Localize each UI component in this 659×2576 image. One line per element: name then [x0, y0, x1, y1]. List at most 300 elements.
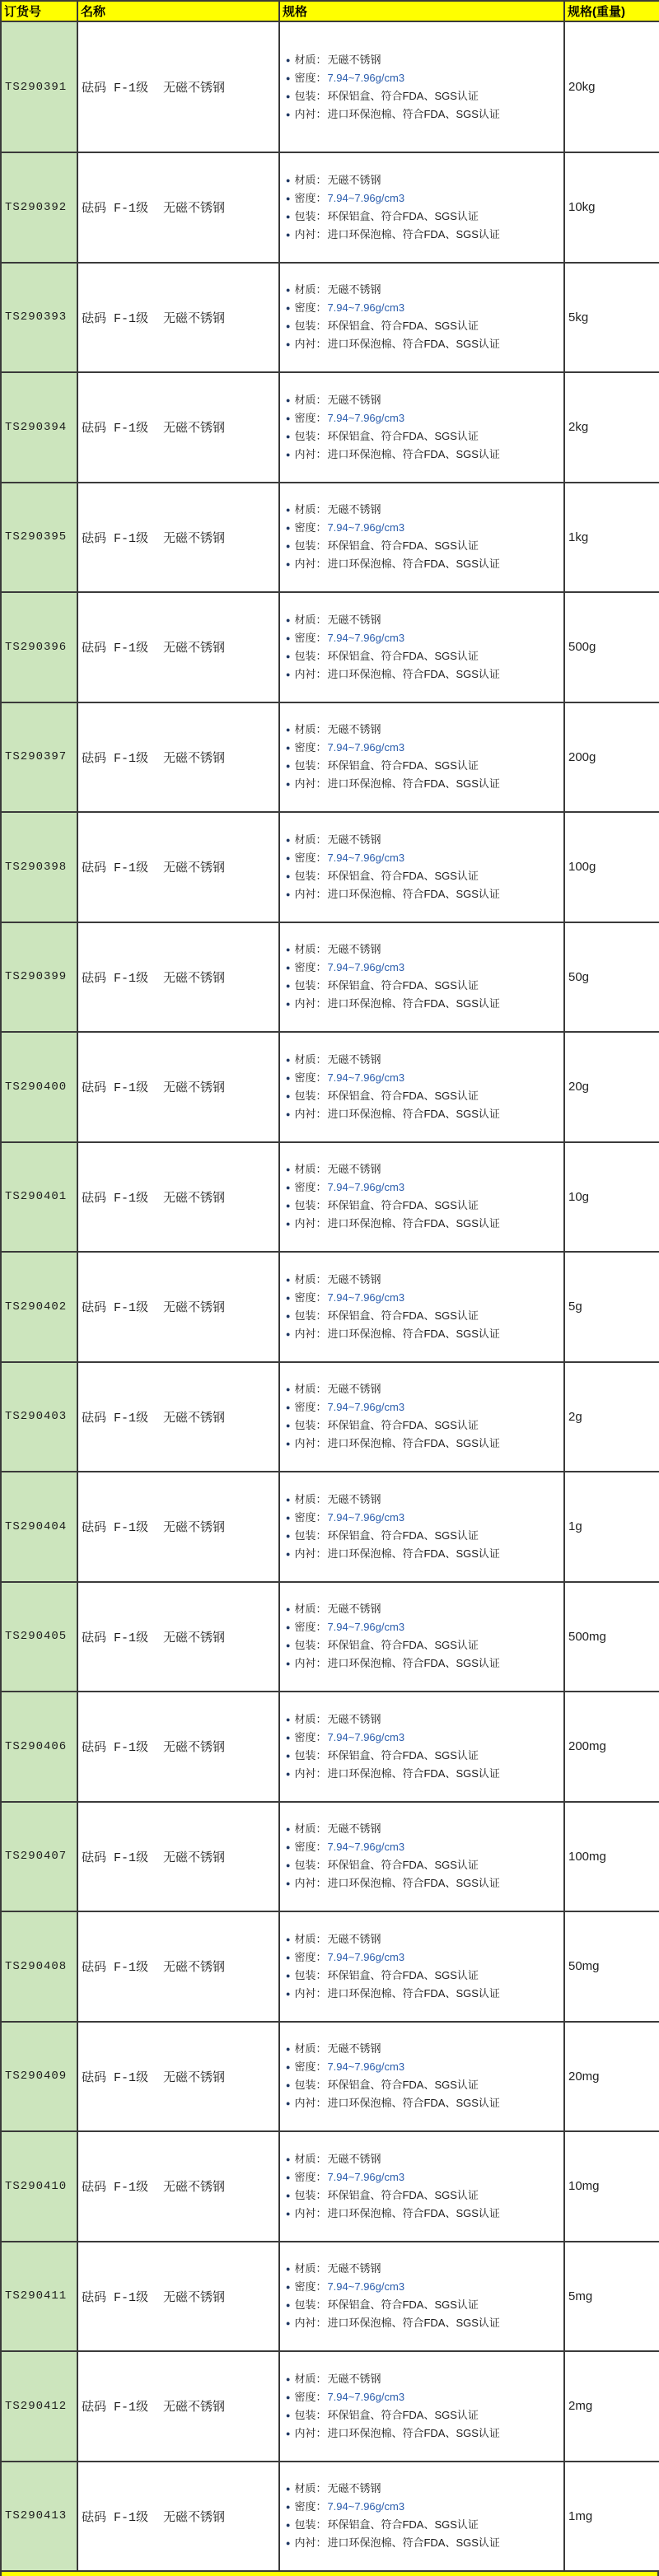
spec-line [286, 1105, 563, 1123]
spec-line [286, 629, 563, 647]
spec-cell [279, 263, 564, 373]
spec-value: 7.94~7.96g/cm3 [327, 2500, 405, 2513]
spec-value: 7.94~7.96g/cm3 [327, 1730, 405, 1743]
spec-value: 7.94~7.96g/cm3 [327, 2170, 405, 2183]
product-name-cell: 砝码 F-1级 无磁不锈钢 [77, 592, 279, 702]
spec-line [286, 1289, 563, 1307]
spec-value: 无磁不锈钢 [327, 393, 381, 406]
bullet-icon: ● [286, 1091, 291, 1100]
order-number-cell: TS290410 [1, 2131, 77, 2242]
weight-cell: 5g [564, 1252, 659, 1362]
table-row [1, 1142, 659, 1253]
bullet-icon: ● [286, 780, 291, 789]
spec-line [286, 1838, 563, 1856]
bullet-icon: ● [286, 964, 291, 973]
spec-line [286, 555, 563, 573]
spec-line [286, 391, 563, 409]
bullet-icon: ● [286, 1825, 291, 1834]
order-number-cell: TS290403 [1, 1362, 77, 1472]
bullet-icon: ● [286, 2081, 291, 2090]
product-name-cell: 砝码 F-1级 无磁不锈钢 [77, 1362, 279, 1472]
spec-value: 7.94~7.96g/cm3 [327, 2390, 405, 2403]
product-name-cell: 砝码 F-1级 无磁不锈钢 [77, 1582, 279, 1692]
weight-cell: 1mg [564, 2462, 659, 2572]
spec-value: 7.94~7.96g/cm3 [327, 1071, 405, 1084]
table-row [1, 812, 659, 922]
spec-cell [279, 1472, 564, 1582]
spec-list [286, 1271, 563, 1343]
spec-value: 无磁不锈钢 [327, 503, 381, 516]
table-row [1, 2242, 659, 2352]
spec-list [286, 1491, 563, 1563]
table-row [1, 21, 659, 152]
bullet-icon: ● [286, 2172, 291, 2182]
product-name-cell: 砝码 F-1级 无磁不锈钢 [77, 1252, 279, 1362]
spec-line [286, 501, 563, 519]
spec-label: 包装： [294, 1859, 327, 1872]
product-name-cell: 砝码 F-1级 无磁不锈钢 [77, 2351, 279, 2462]
table-row [1, 1911, 659, 2022]
spec-label: 内衬： [294, 1437, 327, 1450]
spec-label: 材质： [294, 833, 327, 846]
weight-cell: 100mg [564, 1802, 659, 1912]
spec-line [286, 1948, 563, 1967]
spec-label: 内衬： [294, 107, 327, 120]
spec-list [286, 1051, 563, 1123]
spec-value: 7.94~7.96g/cm3 [327, 411, 405, 424]
spec-line [286, 977, 563, 995]
bullet-icon: ● [286, 230, 291, 239]
product-name-cell: 砝码 F-1级 无磁不锈钢 [77, 263, 279, 373]
spec-value: 7.94~7.96g/cm3 [327, 1401, 405, 1414]
spec-line [286, 1636, 563, 1654]
weight-cell: 10kg [564, 152, 659, 263]
spec-value: 7.94~7.96g/cm3 [327, 71, 405, 84]
spec-label: 密度： [294, 1071, 327, 1084]
spec-line [286, 1765, 563, 1783]
spec-line [286, 1307, 563, 1325]
header-weight: 规格(重量) [564, 1, 659, 21]
spec-value: 环保铝盒、符合FDA、SGS认证 [327, 1859, 479, 1872]
spec-value: 无磁不锈钢 [327, 1492, 381, 1505]
spec-line [286, 208, 563, 226]
spec-cell [279, 1692, 564, 1802]
bullet-icon: ● [286, 286, 291, 295]
weight-cell: 500g [564, 592, 659, 702]
table-row [1, 922, 659, 1033]
order-number-cell: TS290406 [1, 1692, 77, 1802]
spec-line [286, 2370, 563, 2388]
weight-cell: 200mg [564, 1692, 659, 1802]
spec-list [286, 1820, 563, 1892]
spec-label: 密度： [294, 1621, 327, 1634]
bullet-icon: ● [286, 889, 291, 898]
spec-label: 内衬： [294, 1657, 327, 1670]
spec-label: 包装： [294, 1199, 327, 1212]
spec-label: 内衬： [294, 2426, 327, 2439]
spec-label: 内衬： [294, 1327, 327, 1340]
bullet-icon: ● [286, 633, 291, 642]
weight-cell: 20kg [564, 21, 659, 152]
spec-line [286, 757, 563, 775]
spec-label: 内衬： [294, 2206, 327, 2219]
bullet-icon: ● [286, 304, 291, 313]
spec-value: 环保铝盒、符合FDA、SGS认证 [327, 1199, 479, 1212]
spec-line [286, 226, 563, 244]
spec-label: 密度： [294, 301, 327, 315]
spec-value: 无磁不锈钢 [327, 2152, 381, 2165]
spec-cell [279, 2351, 564, 2462]
spec-value: 7.94~7.96g/cm3 [327, 741, 405, 754]
spec-value: 无磁不锈钢 [327, 1383, 381, 1396]
spec-label: 材质： [294, 173, 327, 186]
bullet-icon: ● [286, 744, 291, 753]
bullet-icon: ● [286, 1220, 291, 1229]
table-row [1, 1362, 659, 1472]
spec-line [286, 299, 563, 317]
spec-line [286, 1325, 563, 1343]
spec-value: 进口环保泡棉、符合FDA、SGS认证 [327, 2426, 500, 2439]
spec-value: 环保铝盒、符合FDA、SGS认证 [327, 1528, 479, 1542]
spec-label: 包装： [294, 320, 327, 333]
spec-value: 7.94~7.96g/cm3 [327, 1621, 405, 1634]
spec-line [286, 69, 563, 87]
spec-label: 内衬： [294, 1986, 327, 2000]
spec-line [286, 51, 563, 69]
bullet-icon: ● [286, 2154, 291, 2163]
spec-line [286, 1069, 563, 1087]
spec-label: 材质： [294, 2042, 327, 2056]
spec-value: 无磁不锈钢 [327, 173, 381, 186]
bullet-icon: ● [286, 1440, 291, 1449]
spec-label: 材质： [294, 393, 327, 406]
spec-cell [279, 2242, 564, 2352]
product-name-cell: 砝码 F-1级 无磁不锈钢 [77, 152, 279, 263]
bullet-icon: ● [286, 762, 291, 771]
spec-line [286, 1856, 563, 1874]
bullet-icon: ● [286, 2283, 291, 2292]
spec-line [286, 1491, 563, 1509]
spec-label: 包装： [294, 869, 327, 882]
product-name-cell: 砝码 F-1级 无磁不锈钢 [77, 1692, 279, 1802]
spec-value: 无磁不锈钢 [327, 1603, 381, 1616]
spec-list [286, 1600, 563, 1673]
product-name-cell: 砝码 F-1级 无磁不锈钢 [77, 1802, 279, 1912]
spec-line [286, 2296, 563, 2314]
weight-cell: 2g [564, 1362, 659, 1472]
spec-line [286, 849, 563, 867]
spec-value: 进口环保泡棉、符合FDA、SGS认证 [327, 2317, 500, 2330]
spec-label: 内衬： [294, 338, 327, 351]
bullet-icon: ● [286, 2410, 291, 2420]
spec-line [286, 2186, 563, 2205]
bullet-icon: ● [286, 91, 291, 100]
spec-line [286, 940, 563, 959]
table-row [1, 2462, 659, 2572]
order-number-cell: TS290393 [1, 263, 77, 373]
spec-line [286, 831, 563, 849]
product-name-cell: 砝码 F-1级 无磁不锈钢 [77, 483, 279, 593]
spec-value: 环保铝盒、符合FDA、SGS认证 [327, 979, 479, 992]
table-row [1, 1802, 659, 1912]
spec-label: 材质： [294, 2152, 327, 2165]
bullet-icon: ● [286, 2045, 291, 2054]
spec-label: 内衬： [294, 667, 327, 680]
table-row [1, 152, 659, 263]
spec-line [286, 1435, 563, 1453]
bullet-icon: ● [286, 1751, 291, 1760]
table-row [1, 372, 659, 483]
spec-list [286, 940, 563, 1013]
spec-label: 材质： [294, 1163, 327, 1176]
spec-value: 无磁不锈钢 [327, 2262, 381, 2275]
spec-line [286, 446, 563, 464]
spec-label: 材质： [294, 723, 327, 736]
bullet-icon: ● [286, 1513, 291, 1522]
spec-value: 进口环保泡棉、符合FDA、SGS认证 [327, 107, 500, 120]
bullet-icon: ● [286, 2319, 291, 2328]
spec-line [286, 885, 563, 903]
spec-label: 材质： [294, 1383, 327, 1396]
bullet-icon: ● [286, 1329, 291, 1338]
product-name-cell: 砝码 F-1级 无磁不锈钢 [77, 922, 279, 1033]
spec-value: 7.94~7.96g/cm3 [327, 1950, 405, 1963]
table-row [1, 483, 659, 593]
order-number-cell: TS290398 [1, 812, 77, 922]
order-number-cell: TS290400 [1, 1032, 77, 1142]
spec-line [286, 519, 563, 537]
spec-value: 无磁不锈钢 [327, 1052, 381, 1066]
spec-label: 材质： [294, 2482, 327, 2495]
product-name-cell: 砝码 F-1级 无磁不锈钢 [77, 372, 279, 483]
bullet-icon: ● [286, 2209, 291, 2218]
spec-value: 无磁不锈钢 [327, 1932, 381, 1945]
spec-line [286, 171, 563, 189]
spec-value: 环保铝盒、符合FDA、SGS认证 [327, 1968, 479, 1981]
spec-label: 材质： [294, 53, 327, 66]
spec-label: 内衬： [294, 558, 327, 571]
order-number-cell: TS290404 [1, 1472, 77, 1582]
bullet-icon: ● [286, 2301, 291, 2310]
product-name-cell: 砝码 F-1级 无磁不锈钢 [77, 2462, 279, 2572]
spec-label: 密度： [294, 2170, 327, 2183]
spec-line [286, 2278, 563, 2296]
bullet-icon: ● [286, 1769, 291, 1778]
spec-label: 材质： [294, 1712, 327, 1725]
bullet-icon: ● [286, 2503, 291, 2512]
spec-label: 包装： [294, 649, 327, 662]
bullet-icon: ● [286, 1073, 291, 1082]
spec-value: 进口环保泡棉、符合FDA、SGS认证 [327, 1986, 500, 2000]
order-number-cell: TS290413 [1, 2462, 77, 2572]
bullet-icon: ● [286, 835, 291, 844]
spec-value: 无磁不锈钢 [327, 1822, 381, 1836]
table-row [1, 702, 659, 813]
table-row [1, 1032, 659, 1142]
spec-label: 内衬： [294, 1877, 327, 1890]
spec-line [286, 1729, 563, 1747]
spec-label: 材质： [294, 613, 327, 626]
spec-label: 包装： [294, 2188, 327, 2201]
table-row [1, 263, 659, 373]
spec-label: 密度： [294, 521, 327, 534]
table-row [1, 1472, 659, 1582]
spec-value: 无磁不锈钢 [327, 1163, 381, 1176]
spec-label: 材质： [294, 503, 327, 516]
spec-label: 密度： [294, 1181, 327, 1194]
spec-cell [279, 1142, 564, 1253]
product-name-cell: 砝码 F-1级 无磁不锈钢 [77, 1911, 279, 2022]
spec-value: 无磁不锈钢 [327, 833, 381, 846]
bullet-icon: ● [286, 2099, 291, 2108]
spec-value: 环保铝盒、符合FDA、SGS认证 [327, 429, 479, 442]
spec-label: 包装： [294, 429, 327, 442]
spec-label: 内衬： [294, 997, 327, 1010]
table-row [1, 1692, 659, 1802]
spec-line [286, 2260, 563, 2278]
spec-value: 无磁不锈钢 [327, 943, 381, 956]
bullet-icon: ● [286, 2191, 291, 2200]
order-number-cell: TS290397 [1, 702, 77, 813]
spec-line [286, 1527, 563, 1545]
spec-label: 包装： [294, 1528, 327, 1542]
spec-list [286, 2370, 563, 2443]
spec-line [286, 1271, 563, 1289]
product-name-cell: 砝码 F-1级 无磁不锈钢 [77, 1142, 279, 1253]
bullet-icon: ● [286, 194, 291, 203]
weight-cell: 10g [564, 1142, 659, 1253]
spec-value: 7.94~7.96g/cm3 [327, 1510, 405, 1524]
order-number-cell: TS290396 [1, 592, 77, 702]
bullet-icon: ● [286, 1495, 291, 1504]
spec-list [286, 831, 563, 903]
bullet-icon: ● [286, 1971, 291, 1980]
spec-line [286, 775, 563, 793]
order-number-cell: TS290392 [1, 152, 77, 263]
spec-value: 进口环保泡棉、符合FDA、SGS认证 [327, 2097, 500, 2110]
spec-cell [279, 922, 564, 1033]
bullet-icon: ● [286, 413, 291, 422]
spec-label: 密度： [294, 2060, 327, 2074]
spec-list [286, 501, 563, 573]
spec-label: 包装： [294, 2408, 327, 2421]
table-row [1, 2131, 659, 2242]
spec-line [286, 2516, 563, 2534]
spec-value: 无磁不锈钢 [327, 53, 381, 66]
weight-cell: 50g [564, 922, 659, 1033]
bullet-icon: ● [286, 73, 291, 82]
bullet-icon: ● [286, 1531, 291, 1540]
bullet-icon: ● [286, 1183, 291, 1192]
spec-line [286, 2406, 563, 2424]
spec-label: 包装： [294, 209, 327, 222]
spec-label: 密度： [294, 631, 327, 644]
spec-line [286, 335, 563, 353]
spec-line [286, 647, 563, 665]
spec-line [286, 1654, 563, 1673]
header-name: 名称 [77, 1, 279, 21]
spec-label: 密度： [294, 71, 327, 84]
spec-label: 内衬： [294, 887, 327, 900]
bullet-icon: ● [286, 432, 291, 441]
bullet-icon: ● [286, 322, 291, 331]
spec-value: 环保铝盒、符合FDA、SGS认证 [327, 2408, 479, 2421]
spec-line [286, 427, 563, 446]
spec-value: 进口环保泡棉、符合FDA、SGS认证 [327, 997, 500, 1010]
spec-line [286, 1197, 563, 1215]
bullet-icon: ● [286, 2485, 291, 2494]
spec-label: 内衬： [294, 2536, 327, 2550]
spec-line [286, 1178, 563, 1197]
order-number-cell: TS290402 [1, 1252, 77, 1362]
bullet-icon: ● [286, 2265, 291, 2274]
bullet-icon: ● [286, 506, 291, 515]
spec-value: 进口环保泡棉、符合FDA、SGS认证 [327, 227, 500, 240]
spec-cell [279, 812, 564, 922]
bullet-icon: ● [286, 524, 291, 533]
header-order-no: 订货号 [1, 1, 77, 21]
spec-cell [279, 1252, 564, 1362]
spec-line [286, 1051, 563, 1069]
spec-line [286, 867, 563, 885]
spec-list [286, 1160, 563, 1233]
bullet-icon: ● [286, 1953, 291, 1962]
bullet-icon: ● [286, 2063, 291, 2072]
spec-label: 材质： [294, 1932, 327, 1945]
weight-cell: 5mg [564, 2242, 659, 2352]
order-number-cell: TS290412 [1, 2351, 77, 2462]
weight-cell: 1g [564, 1472, 659, 1582]
spec-line [286, 1509, 563, 1527]
spec-label: 包装： [294, 759, 327, 772]
bullet-icon: ● [286, 55, 291, 64]
product-name-cell: 砝码 F-1级 无磁不锈钢 [77, 2022, 279, 2132]
spec-list [286, 1930, 563, 2003]
spec-line [286, 995, 563, 1013]
spec-value: 进口环保泡棉、符合FDA、SGS认证 [327, 777, 500, 791]
spec-value: 7.94~7.96g/cm3 [327, 1841, 405, 1854]
spec-value: 环保铝盒、符合FDA、SGS认证 [327, 1639, 479, 1652]
spec-cell [279, 2022, 564, 2132]
spec-cell [279, 1582, 564, 1692]
spec-value: 环保铝盒、符合FDA、SGS认证 [327, 320, 479, 333]
spec-label: 包装： [294, 1309, 327, 1322]
spec-line [286, 1087, 563, 1105]
spec-value: 进口环保泡棉、符合FDA、SGS认证 [327, 1327, 500, 1340]
spec-line [286, 1985, 563, 2003]
spec-line [286, 87, 563, 105]
spec-label: 包装： [294, 1639, 327, 1652]
spec-value: 进口环保泡棉、符合FDA、SGS认证 [327, 558, 500, 571]
spec-value: 环保铝盒、符合FDA、SGS认证 [327, 1419, 479, 1432]
spec-list [286, 1710, 563, 1783]
bullet-icon: ● [286, 1403, 291, 1412]
order-number-cell: TS290394 [1, 372, 77, 483]
spec-line [286, 2534, 563, 2552]
bullet-icon: ● [286, 2392, 291, 2401]
product-name-cell: 砝码 F-1级 无磁不锈钢 [77, 702, 279, 813]
spec-label: 密度： [294, 1730, 327, 1743]
spec-label: 材质： [294, 1272, 327, 1286]
spec-label: 材质： [294, 1603, 327, 1616]
bullet-icon: ● [286, 871, 291, 880]
bullet-icon: ● [286, 1733, 291, 1742]
order-number-cell: TS290407 [1, 1802, 77, 1912]
spec-value: 进口环保泡棉、符合FDA、SGS认证 [327, 887, 500, 900]
bullet-icon: ● [286, 1605, 291, 1614]
spec-cell [279, 152, 564, 263]
spec-label: 材质： [294, 2262, 327, 2275]
